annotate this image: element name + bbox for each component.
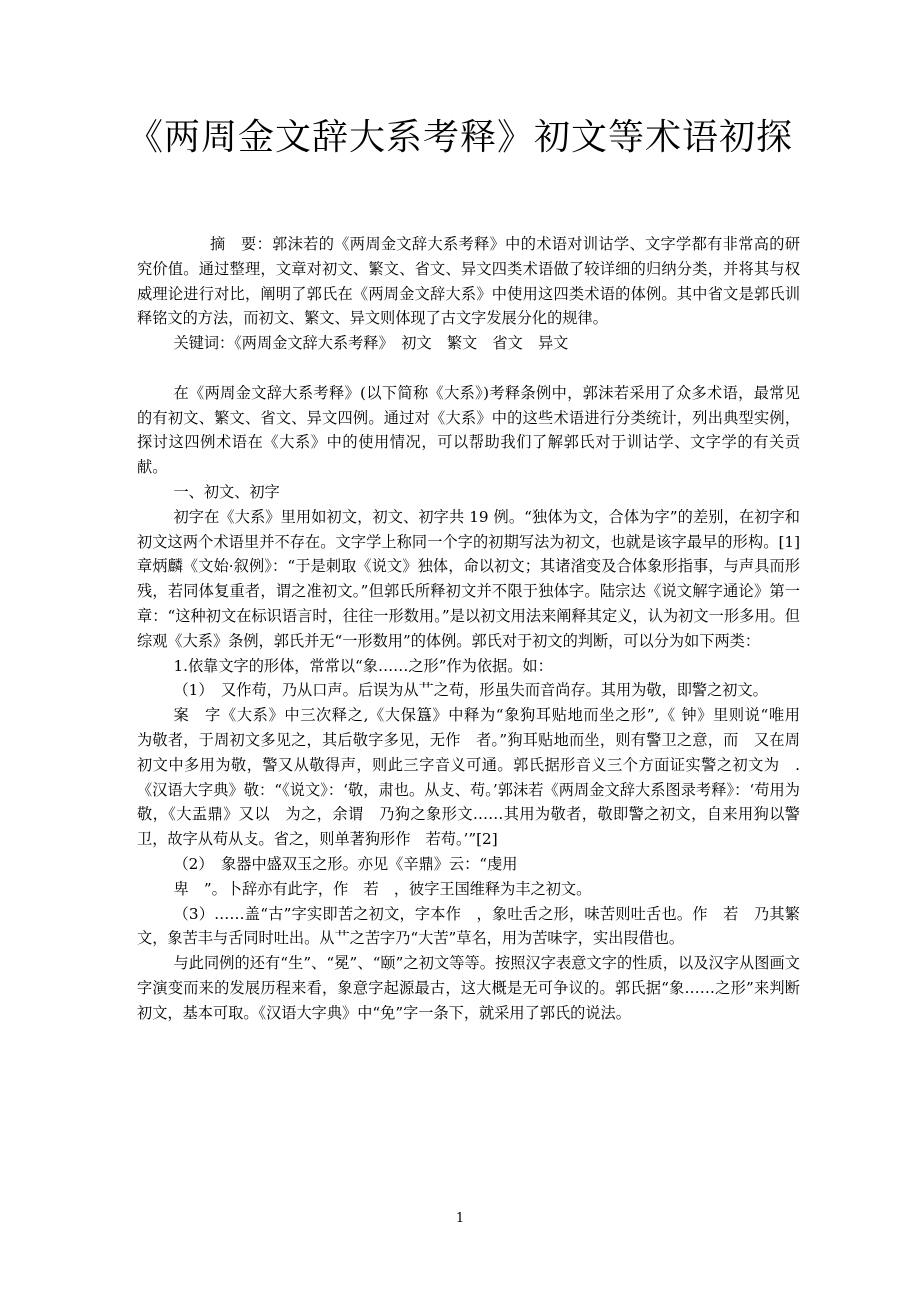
body-paragraph: 与此同例的还有“生”、“冕”、“颐”之初文等等。按照汉字表意文字的性质，以及汉字从图画文字演变而来的发展历程来看，象意字起源最古，这大概是无可争议的。郭氏据“象……之形”来判断初文，基本可取。《汉语大字典》中“免”字一条下，就采用了郭氏的说法。 (137, 954, 800, 1022)
example-paragraph: （1） 又作苟，乃从口声。后误为从艹之苟，形虽失而音尚存。其用为敬，即警之初文。 (173, 681, 768, 700)
keywords-line: 关键词：《两周金文辞大系考释》 初文 繁文 省文 异文 (173, 334, 569, 353)
document-title: 《两周金文辞大系考释》初文等术语初探 (126, 117, 793, 158)
page-number: 1 (455, 1211, 465, 1226)
intro-paragraph: 在《两周金文辞大系考释》(以下简称《大系》)考释条例中，郭沫若采用了众多术语，最常见的有初文、繁文、省文、异文四例。通过对《大系》中的这些术语进行分类统计，列出典型实例，探讨这四例术语在《大系》中的使用情况，可以帮助我们了解郭氏对于训诂学、文字学的有关贡献。 (137, 383, 800, 477)
document-body (137, 232, 816, 1026)
section-heading: 一、初文、初字 (173, 482, 280, 501)
abstract-paragraph: 摘 要：郭沫若的《两周金文辞大系考释》中的术语对训诂学、文字学都有非常高的研究价值。通过整理，文章对初文、繁文、省文、异文四类术语做了较详细的归纳分类，并将其与权威理论进行对比，阐明了郭氏在《两周金文辞大系》中使用这四类术语的体例。其中省文是郭氏训释铭文的方法，而初文、繁文、异文则体现了古文字发展分化的规律。 (137, 235, 800, 328)
example-paragraph: （2） 象器中盛双玉之形。亦见《辛鼎》云：“虔用 (173, 854, 518, 873)
body-paragraph: 案 字《大系》中三次释之,《大保簋》中释为“象狗耳贴地而坐之形”,《 钟》里则说“唯用 为敬者，于周初文多见之，其后敬字多见，无作 者。”狗耳贴地而坐，则有警卫之意，而 又在周初文中多用为敬，警又从敬得声，则此三字音义可通。郭氏据形音义三个方面证实警之初文为 .《汉语大字典》敬：“《说文》：‘敬，肃也。从攴、苟。’郭沫若《两周金文辞大系图录考释》：‘苟用为敬，《大盂鼎》又以 为之，余谓 乃狗之象形文……其用为敬者，敬即警之初文，自来用狗以警卫，故字从苟从攴。省之，则单著狗形作 若苟。’”[2] (137, 706, 816, 849)
body-paragraph: 初字在《大系》里用如初文，初文、初字共 19 例。“独体为文，合体为字”的差别，在初字和初文这两个术语里并不存在。文字学上称同一个字的初期写法为初文，也就是该字最早的形构。[1]章炳麟《文始·叙例》：“于是刺取《说文》独体，命以初文；其诸渻变及合体象形指事，与声具而形残，若同体复重者，谓之准初文。”但郭氏所释初文并不限于独体字。陆宗达《说文解字通论》第一章：“这种初文在标识语言时，往往一形数用。”是以初文用法来阐释其定义，认为初文一形多用。但综观《大系》条例，郭氏并无“一形数用”的体例。郭氏对于初文的判断，可以分为如下两类： (137, 507, 800, 650)
paragraph-gap (137, 356, 800, 381)
list-heading: 1.依靠文字的形体，常常以“象……之形”作为依据。如： (173, 656, 553, 675)
example-continuation: 卑 ”。卜辞亦有此字，作 若 ，彼字王国维释为丰之初文。 (173, 879, 592, 898)
example-paragraph: （3）……盖“古”字实即苦之初文，字本作 ，象吐舌之形，味苦则吐舌也。作 若 乃其繁文，象苦丰与舌同时吐出。从艹之苦字乃“大苦”草名，用为苦味字，实出叚借也。 (137, 904, 800, 948)
